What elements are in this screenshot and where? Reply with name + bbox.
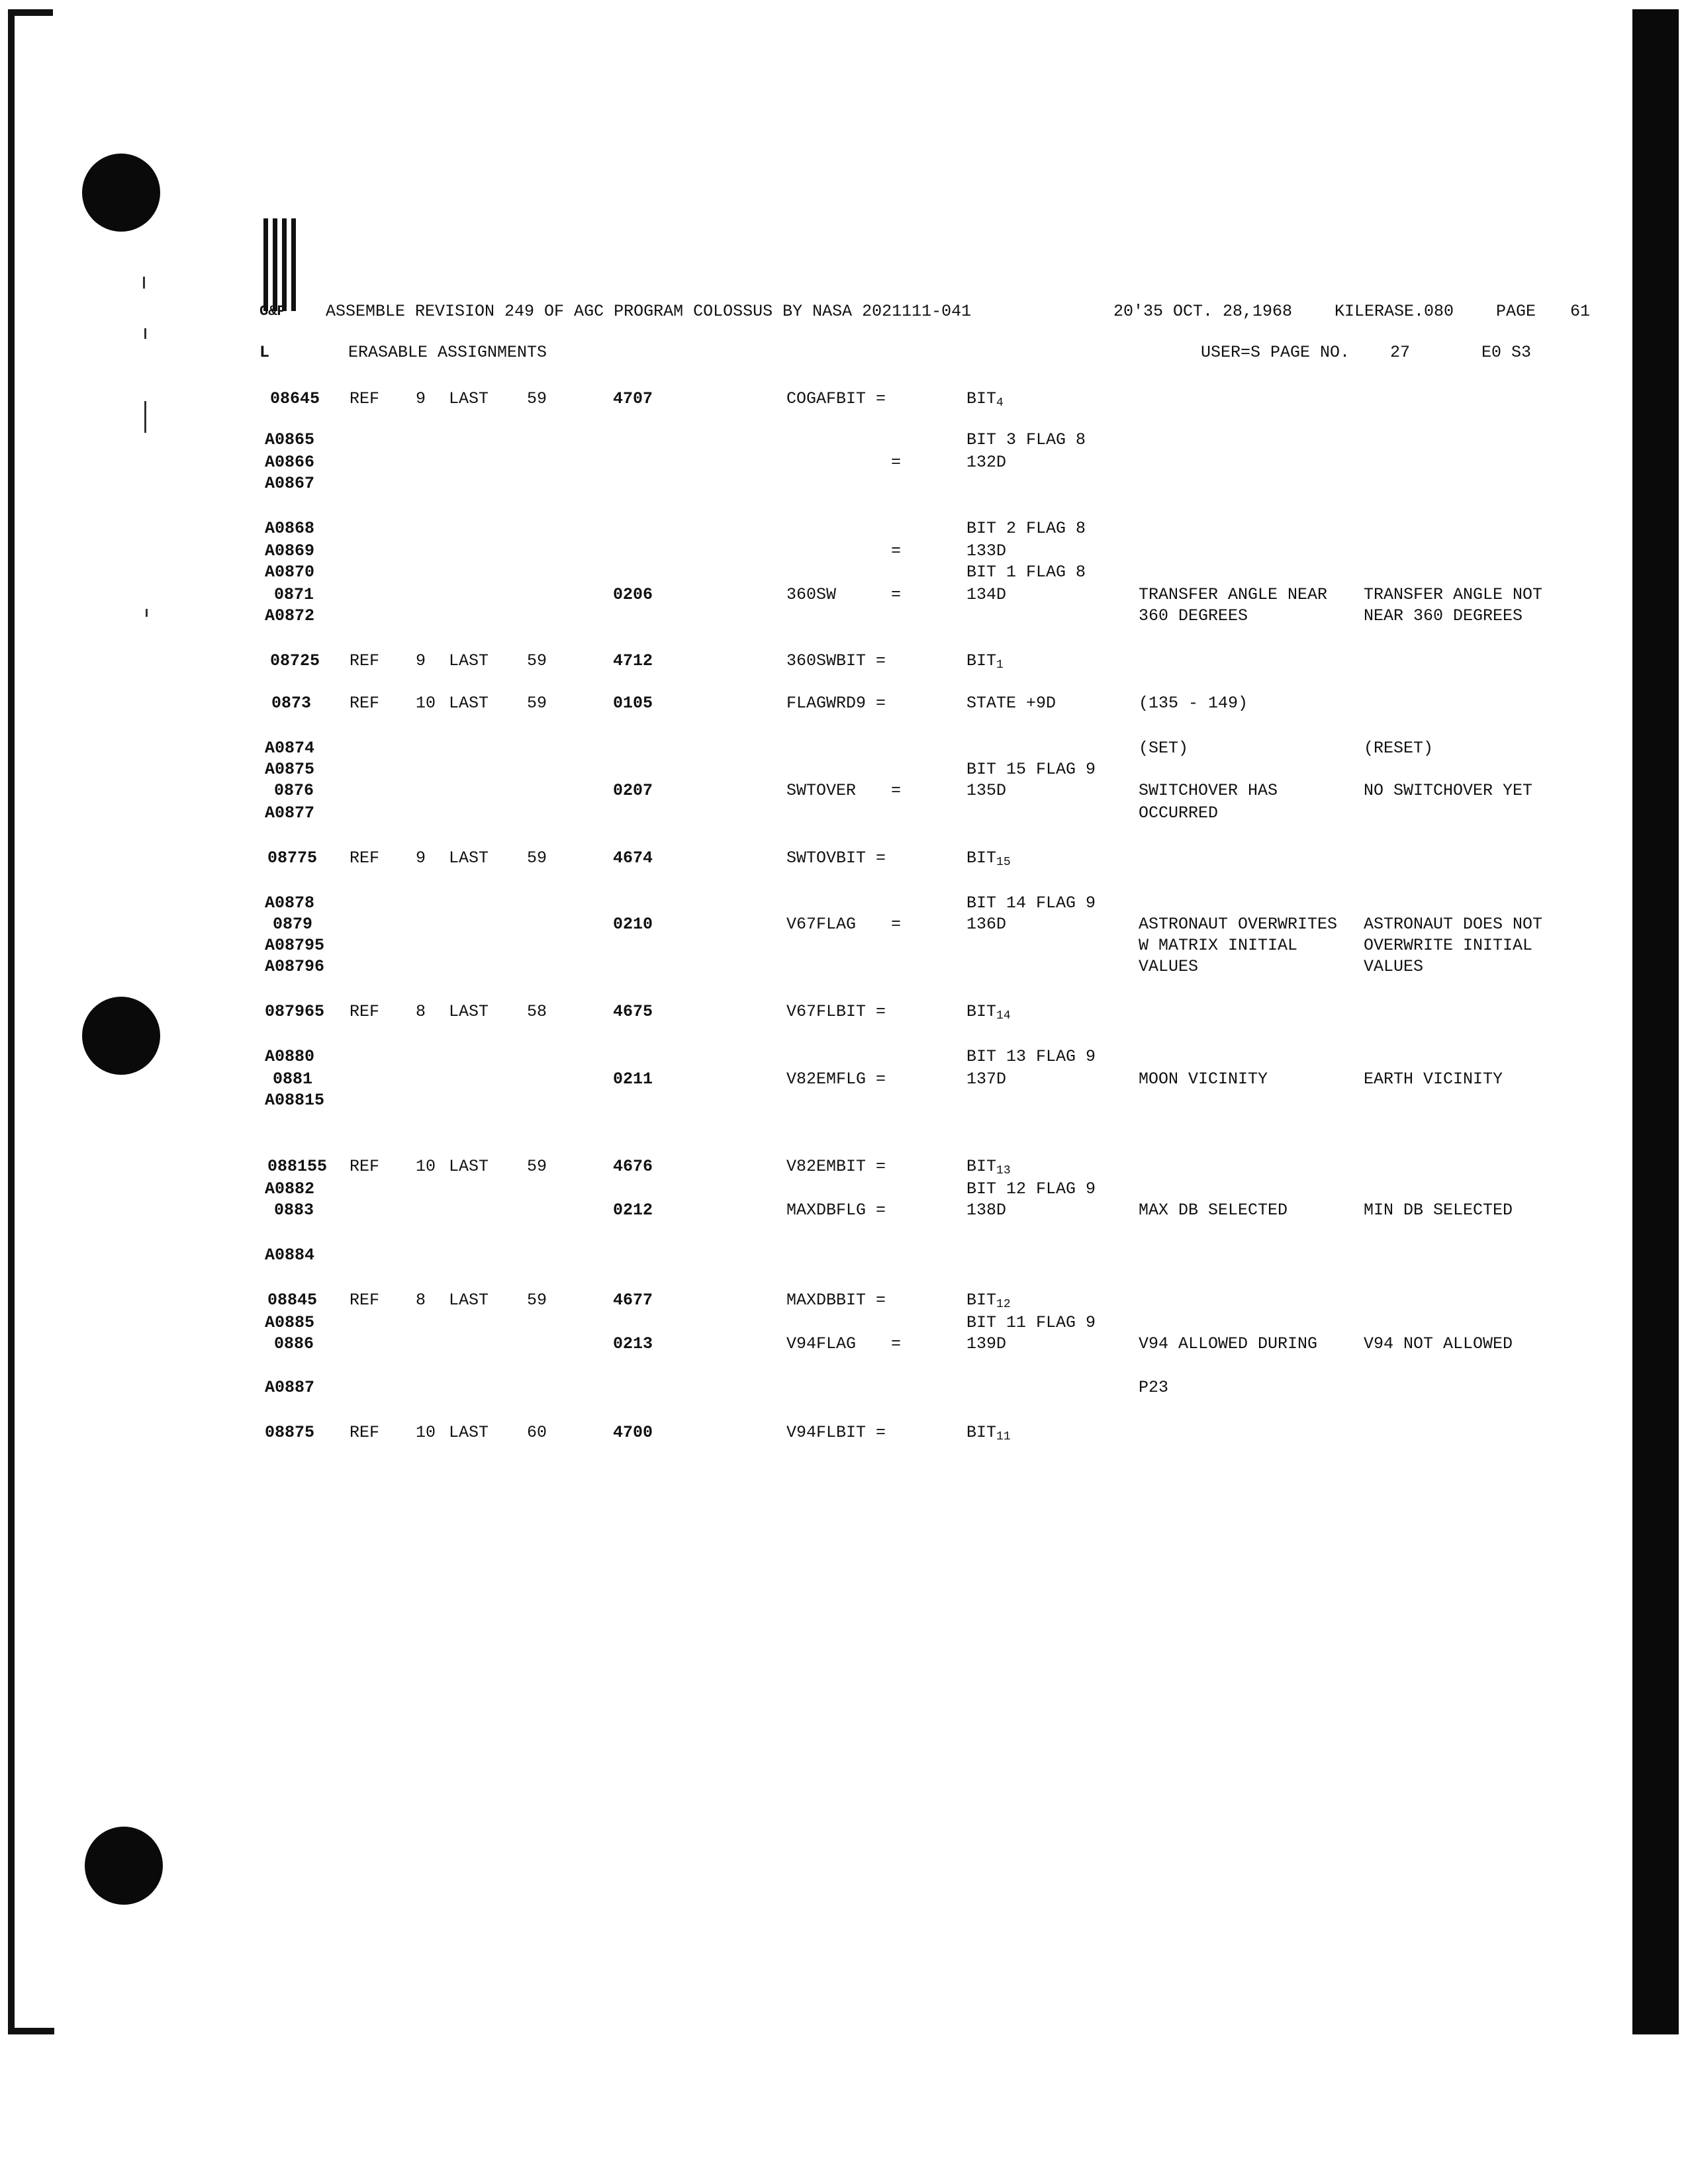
- row-ref-cell: REF: [350, 1002, 380, 1021]
- row-num-cell: 0883: [274, 1201, 314, 1220]
- margin-mark: [143, 277, 145, 289]
- row-set-cell: ASTRONAUT OVERWRITES: [1139, 915, 1338, 934]
- row-m-cell: 58: [527, 1002, 547, 1021]
- scan-edge-bar: [1632, 9, 1679, 2034]
- row-val-cell: $BIT_1$: [966, 651, 1004, 672]
- page-number: 61: [1570, 302, 1591, 321]
- row-addr-cell: 4674: [613, 848, 653, 868]
- row-last-cell: LAST: [449, 1002, 489, 1021]
- row-val-cell: 134D: [966, 585, 1007, 604]
- row-sym-cell: V67FLBIT =: [786, 1002, 886, 1021]
- row-val-cell: $BIT_{12}$: [966, 1291, 1011, 1311]
- row-m-cell: 59: [527, 1291, 547, 1310]
- row-set-cell: V94 ALLOWED DURING: [1139, 1334, 1318, 1353]
- row-sym-cell: SWTOVER: [786, 781, 857, 800]
- margin-mark: [144, 328, 146, 339]
- row-num-cell: A0880: [265, 1047, 315, 1066]
- staple-mark: [263, 218, 303, 311]
- row-num-cell: 0873: [271, 694, 312, 713]
- row-num-cell: A0872: [265, 606, 315, 625]
- row-val-cell: BIT 11 FLAG 9: [966, 1313, 1096, 1332]
- row-n-cell: 9: [416, 389, 426, 408]
- row-val-cell: 136D: [966, 915, 1007, 934]
- row-last-cell: LAST: [449, 1157, 489, 1176]
- row-num-cell: A0884: [265, 1246, 315, 1265]
- row-val-cell: BIT 3 FLAG 8: [966, 430, 1086, 449]
- row-sym-cell: SWTOVBIT =: [786, 848, 886, 868]
- row-val-cell: $BIT_{13}$: [966, 1157, 1011, 1177]
- row-m-cell: 59: [527, 651, 547, 670]
- punch-hole: [85, 1827, 163, 1905]
- row-num-cell: 0871: [274, 585, 314, 604]
- row-n-cell: 8: [416, 1002, 426, 1021]
- row-last-cell: LAST: [449, 848, 489, 868]
- row-last-cell: LAST: [449, 651, 489, 670]
- row-val-cell: $BIT_4$: [966, 389, 1004, 410]
- row-m-cell: 59: [527, 1157, 547, 1176]
- row-num-cell: 088155: [267, 1157, 328, 1176]
- row-n-cell: 9: [416, 848, 426, 868]
- row-ref-cell: REF: [350, 1291, 380, 1310]
- punch-hole: [82, 997, 160, 1075]
- row-set-cell: P23: [1139, 1378, 1169, 1397]
- row-reset-cell: OVERWRITE INITIAL: [1364, 936, 1533, 955]
- row-num-cell: A0878: [265, 893, 315, 913]
- row-val-cell: 138D: [966, 1201, 1007, 1220]
- row-num-cell: 0879: [273, 915, 313, 934]
- row-num-cell: A0869: [265, 541, 315, 561]
- row-sym-cell: V67FLAG: [786, 915, 857, 934]
- row-sym-cell: MAXDBBIT =: [786, 1291, 886, 1310]
- row-n-cell: 9: [416, 651, 426, 670]
- row-num-cell: 0876: [274, 781, 314, 800]
- row-n-cell: 10: [416, 694, 436, 713]
- row-eq-cell: =: [891, 1334, 902, 1353]
- row-set-cell: (SET): [1139, 739, 1189, 758]
- report-datetime: 20'35 OCT. 28,1968: [1113, 302, 1293, 321]
- page-border-top-edge: [15, 9, 53, 16]
- row-addr-cell: 0210: [613, 915, 653, 934]
- row-eq-cell: =: [891, 541, 902, 561]
- row-reset-cell: NEAR 360 DEGREES: [1364, 606, 1523, 625]
- punch-hole: [82, 154, 160, 232]
- row-ref-cell: REF: [350, 651, 380, 670]
- row-eq-cell: =: [891, 781, 902, 800]
- row-set-cell: (135 - 149): [1139, 694, 1248, 713]
- row-num-cell: A0874: [265, 739, 315, 758]
- row-reset-cell: MIN DB SELECTED: [1364, 1201, 1513, 1220]
- row-last-cell: LAST: [449, 1291, 489, 1310]
- row-addr-cell: 4677: [613, 1291, 653, 1310]
- row-sym-cell: 360SW: [786, 585, 837, 604]
- row-num-cell: 08725: [270, 651, 320, 670]
- row-ref-cell: REF: [350, 1423, 380, 1442]
- row-sym-cell: V94FLAG: [786, 1334, 857, 1353]
- row-num-cell: 08845: [267, 1291, 318, 1310]
- row-sym-cell: MAXDBFLG =: [786, 1201, 886, 1220]
- row-set-cell: 360 DEGREES: [1139, 606, 1248, 625]
- row-val-cell: 133D: [966, 541, 1007, 561]
- row-num-cell: A0867: [265, 474, 315, 493]
- row-set-cell: MAX DB SELECTED: [1139, 1201, 1288, 1220]
- row-val-cell: BIT 14 FLAG 9: [966, 893, 1096, 913]
- row-num-cell: A0887: [265, 1378, 315, 1397]
- row-val-cell: BIT 2 FLAG 8: [966, 519, 1086, 538]
- row-set-cell: OCCURRED: [1139, 803, 1219, 823]
- row-val-cell: BIT 13 FLAG 9: [966, 1047, 1096, 1066]
- row-val-cell: 135D: [966, 781, 1007, 800]
- row-val-cell: $BIT_{14}$: [966, 1002, 1011, 1023]
- user-page-label: USER=S PAGE NO.: [1201, 343, 1350, 362]
- row-num-cell: A0870: [265, 563, 315, 582]
- page-border-left: [8, 9, 15, 2034]
- row-addr-cell: 0207: [613, 781, 653, 800]
- row-ref-cell: REF: [350, 848, 380, 868]
- row-addr-cell: 0105: [613, 694, 653, 713]
- row-addr-cell: 4707: [613, 389, 653, 408]
- row-reset-cell: ASTRONAUT DOES NOT: [1364, 915, 1543, 934]
- row-addr-cell: 0213: [613, 1334, 653, 1353]
- row-last-cell: LAST: [449, 1423, 489, 1442]
- row-set-cell: VALUES: [1139, 957, 1199, 976]
- row-n-cell: 10: [416, 1423, 436, 1442]
- row-reset-cell: V94 NOT ALLOWED: [1364, 1334, 1513, 1353]
- row-n-cell: 8: [416, 1291, 426, 1310]
- row-val-cell: BIT 1 FLAG 8: [966, 563, 1086, 582]
- row-set-cell: W MATRIX INITIAL: [1139, 936, 1298, 955]
- row-eq-cell: =: [891, 453, 902, 472]
- row-num-cell: A0885: [265, 1313, 315, 1332]
- page-label: PAGE: [1496, 302, 1536, 321]
- margin-mark: [146, 609, 148, 617]
- section-code: E0 S3: [1481, 343, 1532, 362]
- row-num-cell: A0868: [265, 519, 315, 538]
- stamp: G&P: [259, 303, 286, 320]
- page-border-bottom: [8, 2028, 54, 2034]
- row-addr-cell: 0211: [613, 1069, 653, 1089]
- row-num-cell: 08645: [270, 389, 320, 408]
- row-num-cell: A08796: [265, 957, 325, 976]
- row-addr-cell: 0212: [613, 1201, 653, 1220]
- row-sym-cell: V82EMBIT =: [786, 1157, 886, 1176]
- row-val-cell: 139D: [966, 1334, 1007, 1353]
- row-val-cell: STATE +9D: [966, 694, 1056, 713]
- row-set-cell: TRANSFER ANGLE NEAR: [1139, 585, 1328, 604]
- row-num-cell: A0882: [265, 1179, 315, 1199]
- row-reset-cell: NO SWITCHOVER YET: [1364, 781, 1533, 800]
- column-l: L: [259, 343, 270, 362]
- margin-mark: [144, 401, 146, 433]
- row-addr-cell: 4675: [613, 1002, 653, 1021]
- row-num-cell: 087965: [265, 1002, 325, 1021]
- row-reset-cell: VALUES: [1364, 957, 1424, 976]
- row-reset-cell: (RESET): [1364, 739, 1434, 758]
- row-n-cell: 10: [416, 1157, 436, 1176]
- row-eq-cell: =: [891, 915, 902, 934]
- row-val-cell: 137D: [966, 1069, 1007, 1089]
- row-ref-cell: REF: [350, 1157, 380, 1176]
- row-m-cell: 59: [527, 694, 547, 713]
- row-ref-cell: REF: [350, 694, 380, 713]
- row-num-cell: 08875: [265, 1423, 315, 1442]
- row-reset-cell: TRANSFER ANGLE NOT: [1364, 585, 1543, 604]
- row-num-cell: A08815: [265, 1091, 325, 1110]
- row-num-cell: A0877: [265, 803, 315, 823]
- row-addr-cell: 4712: [613, 651, 653, 670]
- row-num-cell: A0865: [265, 430, 315, 449]
- row-val-cell: BIT 12 FLAG 9: [966, 1179, 1096, 1199]
- row-addr-cell: 0206: [613, 585, 653, 604]
- row-last-cell: LAST: [449, 389, 489, 408]
- report-title: ASSEMBLE REVISION 249 OF AGC PROGRAM COLOSSUS BY NASA 2021111-041: [326, 302, 972, 321]
- row-sym-cell: COGAFBIT =: [786, 389, 886, 408]
- row-sym-cell: V82EMFLG =: [786, 1069, 886, 1089]
- row-val-cell: $BIT_{11}$: [966, 1423, 1011, 1443]
- row-val-cell: BIT 15 FLAG 9: [966, 760, 1096, 779]
- row-num-cell: 0886: [274, 1334, 314, 1353]
- row-val-cell: $BIT_{15}$: [966, 848, 1011, 869]
- row-num-cell: A08795: [265, 936, 325, 955]
- row-sym-cell: FLAGWRD9 =: [786, 694, 886, 713]
- row-addr-cell: 4700: [613, 1423, 653, 1442]
- row-num-cell: A0866: [265, 453, 315, 472]
- row-reset-cell: EARTH VICINITY: [1364, 1069, 1503, 1089]
- row-addr-cell: 4676: [613, 1157, 653, 1176]
- row-num-cell: A0875: [265, 760, 315, 779]
- row-ref-cell: REF: [350, 389, 380, 408]
- kilerase-label: KILERASE.080: [1335, 302, 1454, 321]
- row-eq-cell: =: [891, 585, 902, 604]
- row-set-cell: SWITCHOVER HAS: [1139, 781, 1278, 800]
- row-num-cell: 0881: [273, 1069, 313, 1089]
- row-num-cell: 08775: [267, 848, 318, 868]
- row-m-cell: 60: [527, 1423, 547, 1442]
- row-sym-cell: 360SWBIT =: [786, 651, 886, 670]
- row-sym-cell: V94FLBIT =: [786, 1423, 886, 1442]
- user-page-number: 27: [1390, 343, 1411, 362]
- row-m-cell: 59: [527, 389, 547, 408]
- row-m-cell: 59: [527, 848, 547, 868]
- row-set-cell: MOON VICINITY: [1139, 1069, 1268, 1089]
- section-title: ERASABLE ASSIGNMENTS: [348, 343, 547, 362]
- row-val-cell: 132D: [966, 453, 1007, 472]
- row-last-cell: LAST: [449, 694, 489, 713]
